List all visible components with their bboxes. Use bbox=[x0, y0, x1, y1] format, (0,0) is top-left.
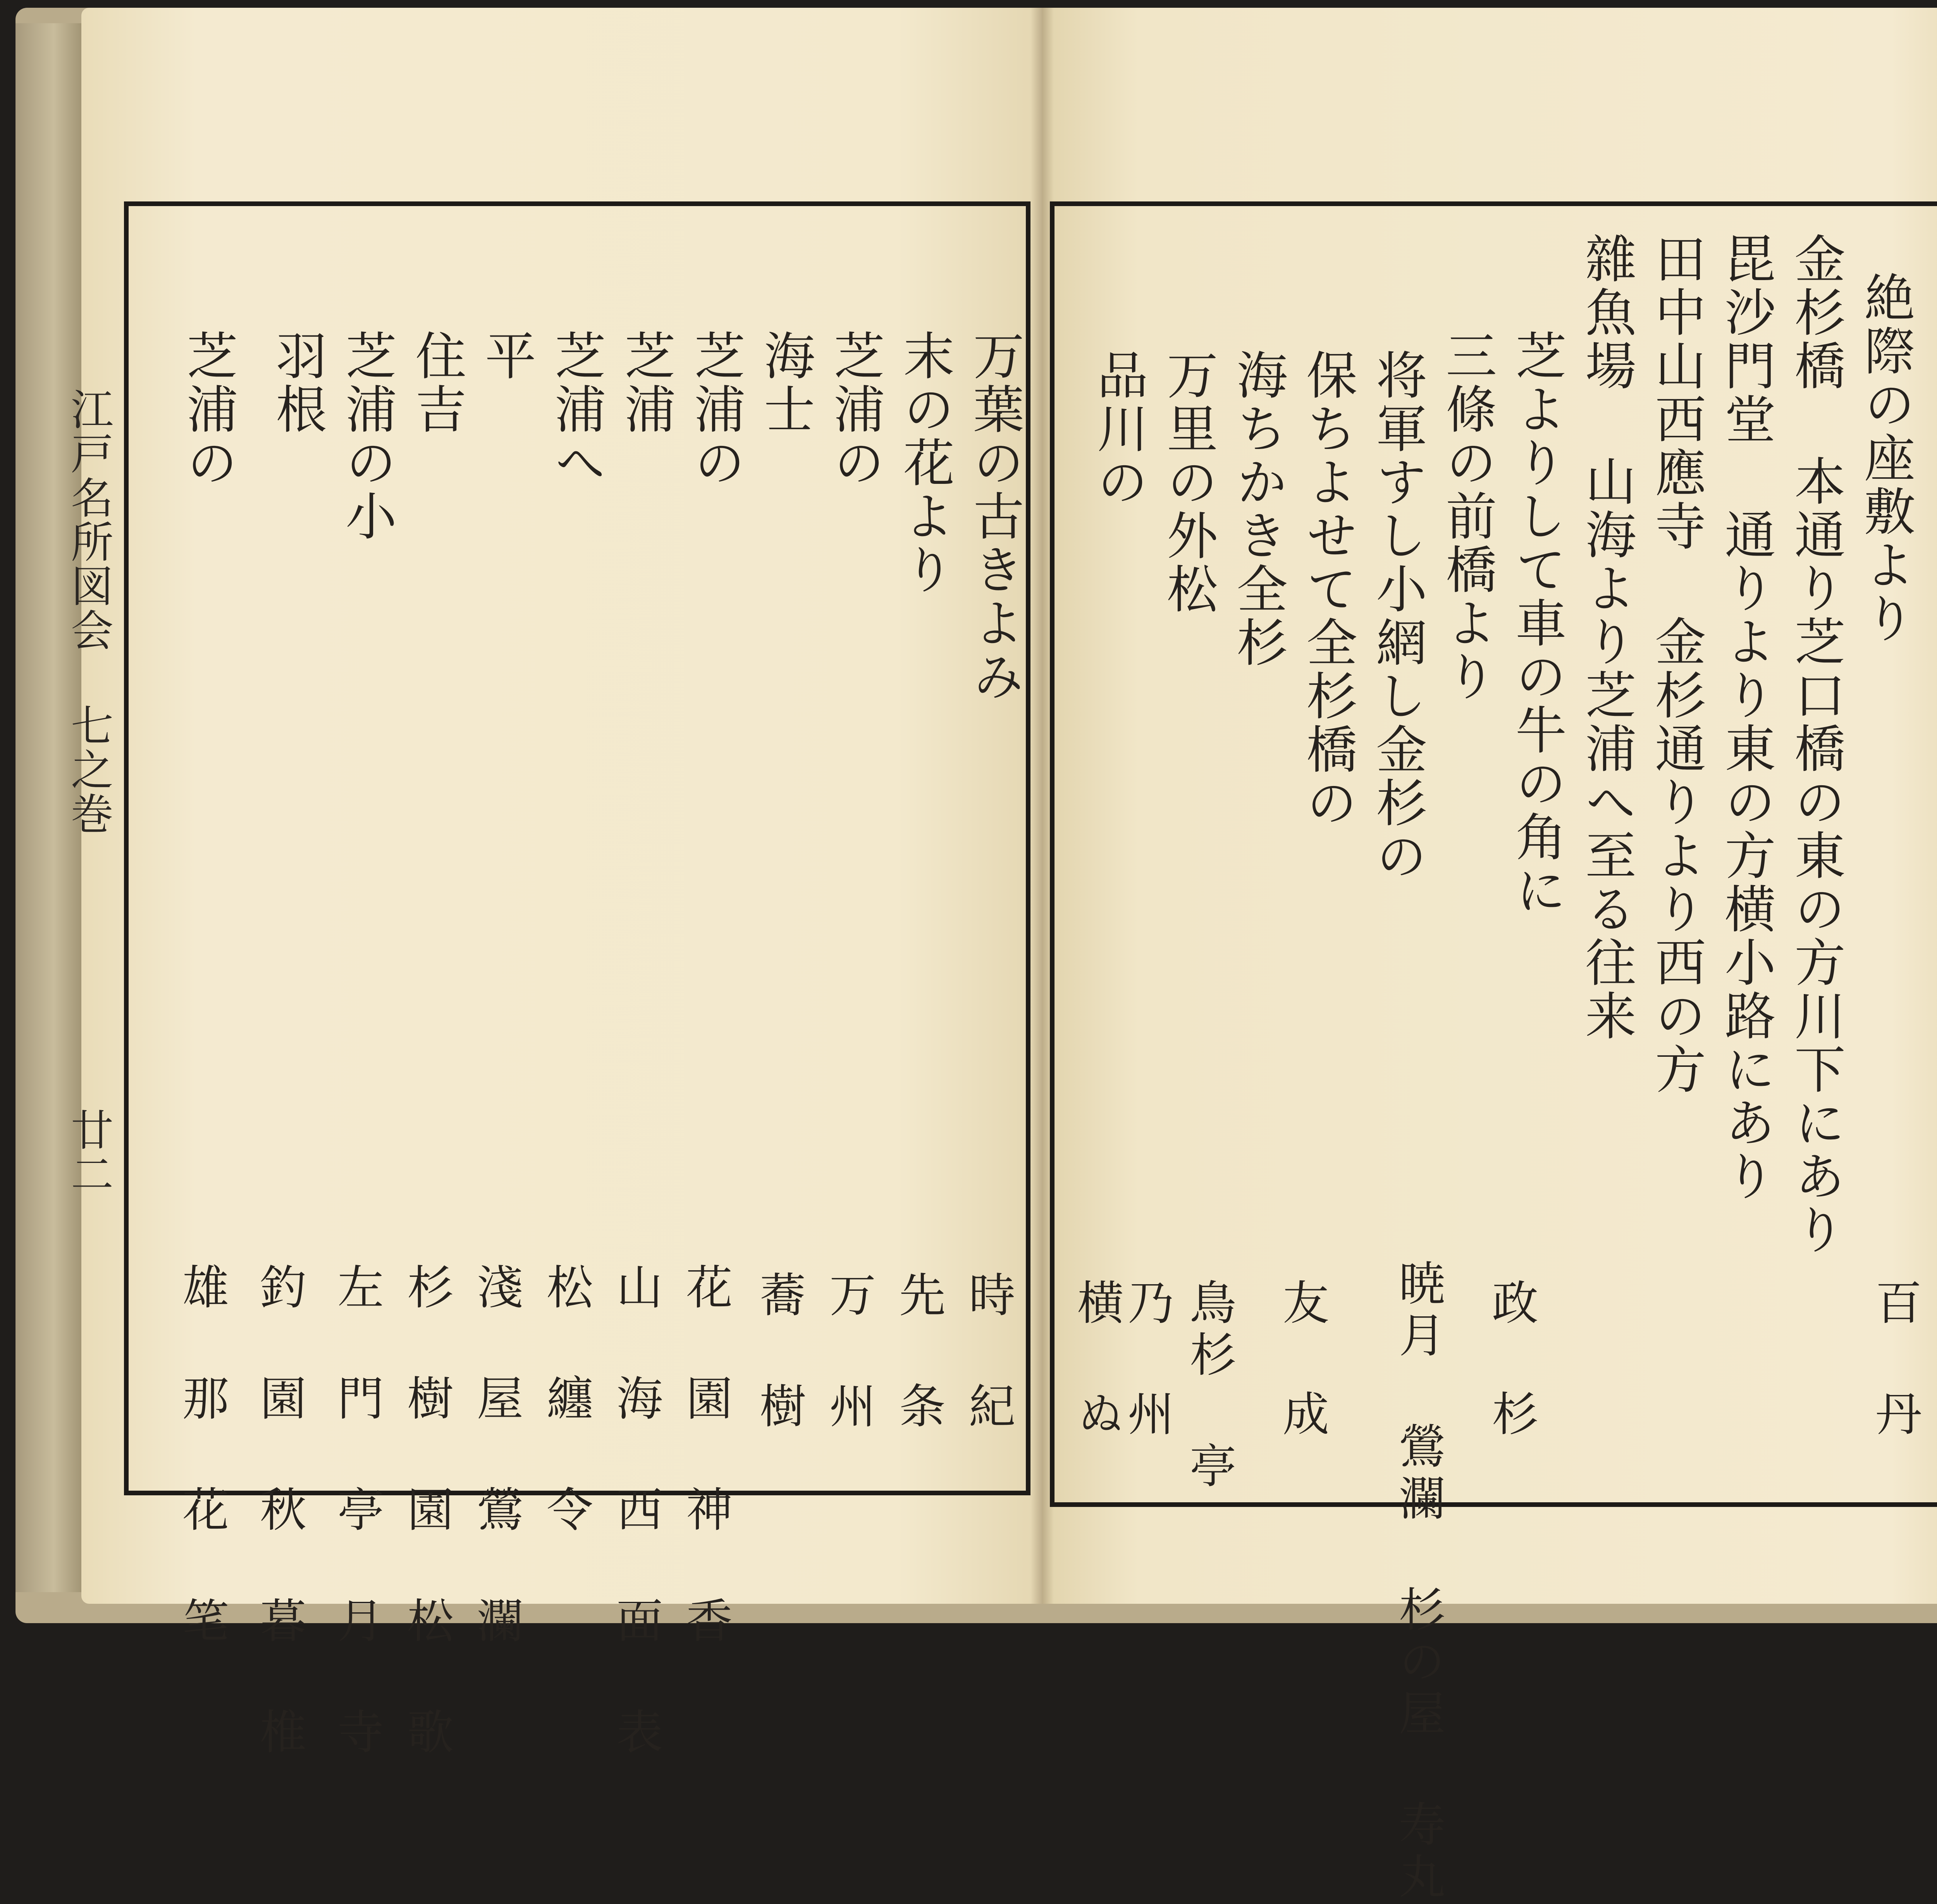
left-poet-2: 先 条 bbox=[891, 1271, 945, 1434]
left-folio: 廿二 bbox=[64, 1108, 114, 1196]
left-poet-1: 時 紀 bbox=[961, 1271, 1015, 1434]
left-line-9: 住吉 bbox=[406, 329, 466, 436]
right-line-1: 金杉橋 本通り芝口橋の東の方川下にあり bbox=[1786, 232, 1845, 1257]
right-line-6: 三條の前橋より bbox=[1437, 329, 1497, 703]
right-line-11: 品川の bbox=[1088, 349, 1148, 509]
right-poet-4: 友 成 bbox=[1275, 1278, 1329, 1441]
left-poet-4: 蕎 樹 bbox=[752, 1271, 806, 1434]
right-poet-7: 横 ぬ bbox=[1070, 1278, 1123, 1441]
right-poet-6: 乃 州 bbox=[1120, 1278, 1174, 1441]
left-line-6: 芝浦 bbox=[616, 329, 675, 436]
left-margin-title: 江戸名所図会 七之巻 bbox=[64, 387, 114, 836]
left-line-1: 万葉の古きよみ bbox=[964, 329, 1024, 703]
right-poet-2: 政 杉 bbox=[1484, 1278, 1538, 1441]
left-line-12: 芝浦の bbox=[178, 329, 237, 490]
right-poet-5: 鳥杉 亭 bbox=[1182, 1278, 1236, 1493]
right-line-3: 田中山西應寺 金杉通りより西の方 bbox=[1646, 232, 1706, 1096]
right-line-10: 万里の外松 bbox=[1158, 349, 1218, 616]
left-poet-11: 釣 園 秋 暮 椎 bbox=[252, 1263, 306, 1760]
right-line-2: 毘沙門堂 通りより東の方横小路にあり bbox=[1716, 232, 1775, 1203]
left-poet-12: 雄 那 花 笔 bbox=[175, 1263, 229, 1648]
left-line-8: 平 bbox=[476, 329, 536, 383]
left-line-5: 芝浦の bbox=[685, 329, 745, 490]
left-poet-10: 左 門 亭 月 寺 bbox=[330, 1263, 384, 1760]
right-line-8: 保ちよせて全杉橋の bbox=[1297, 349, 1357, 830]
left-poet-3: 万 州 bbox=[822, 1271, 876, 1434]
right-line-4: 雜魚場 山海より芝浦へ至る往来 bbox=[1576, 232, 1636, 1043]
left-poet-5: 花 園 神 香 bbox=[678, 1263, 732, 1648]
left-poet-7: 松 纏 令 bbox=[539, 1263, 593, 1537]
right-line-7: 将軍すし小網し金杉の bbox=[1367, 349, 1427, 883]
left-poet-8: 淺 屋 鶯 瀾 bbox=[469, 1263, 523, 1648]
right-poet-1: 百 丹 bbox=[1868, 1278, 1922, 1441]
left-line-11: 羽根 bbox=[267, 329, 327, 436]
right-poet-3: 暁月 鶯瀾 杉の屋 寿丸 bbox=[1391, 1259, 1445, 1904]
left-line-2: 末の花より bbox=[895, 329, 954, 597]
left-line-7: 芝浦へ bbox=[546, 329, 606, 490]
right-line-12: 絶際の座敷より bbox=[1855, 271, 1915, 645]
left-poet-9: 杉 樹 園 松 歌 bbox=[399, 1263, 453, 1760]
left-line-10: 芝浦の小 bbox=[337, 329, 396, 543]
right-line-5: 芝よりして車の牛の角に bbox=[1507, 329, 1566, 917]
left-line-4: 海士 bbox=[755, 329, 815, 436]
left-poet-6: 山 海 西 面 表 bbox=[609, 1263, 662, 1760]
right-line-9: 海ちかき全杉 bbox=[1228, 349, 1287, 669]
left-line-3: 芝浦の bbox=[825, 329, 884, 490]
